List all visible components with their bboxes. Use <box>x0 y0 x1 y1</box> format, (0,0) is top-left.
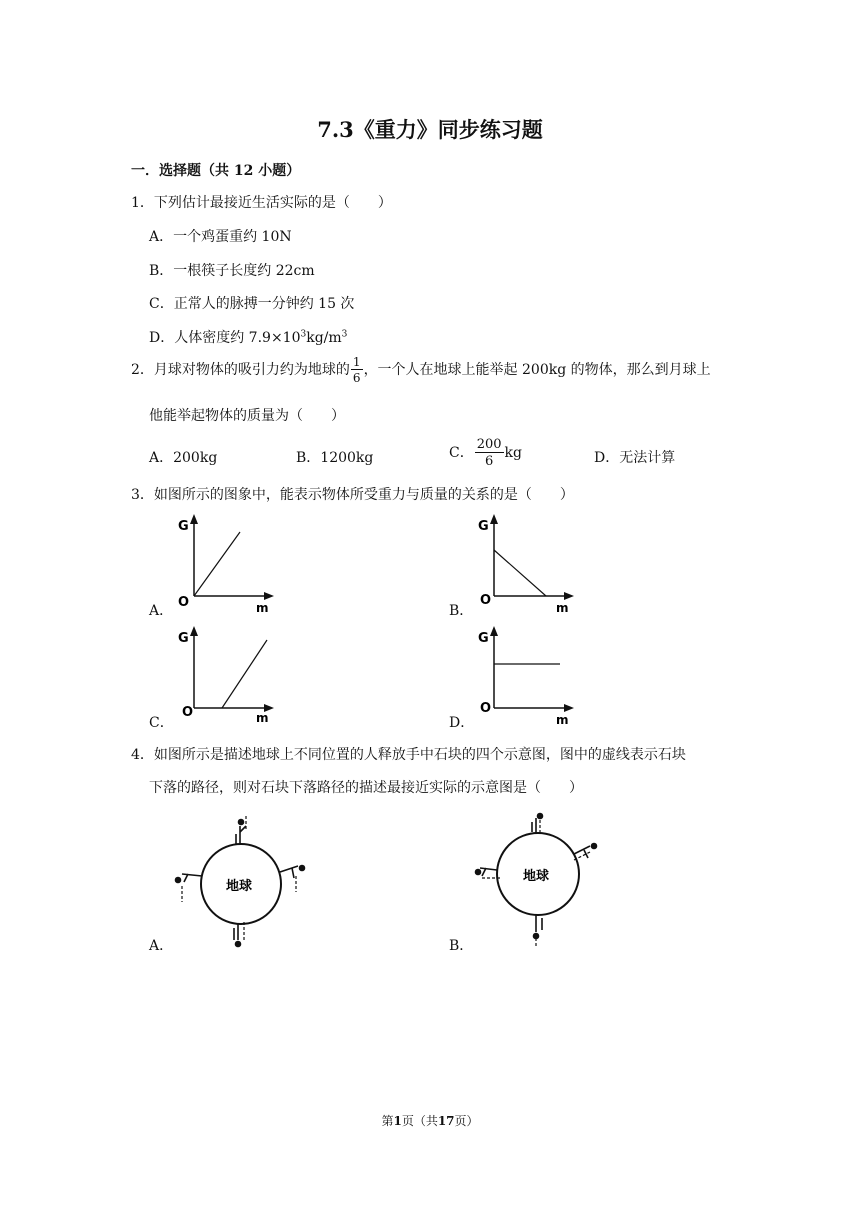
graph-b-origin: O <box>480 593 492 608</box>
section-heading: 一．选择题（共 12 小题） <box>131 163 301 179</box>
graph-d-x-label: m <box>556 713 569 727</box>
question-1-option-c: C．正常人的脉搏一分钟约 15 次 <box>149 296 355 312</box>
question-2-option-d: D．无法计算 <box>594 450 676 466</box>
question-2-stem-line1: 2．月球对物体的吸引力约为地球的 $\frac{1}{6}$ ，一个人在地球上能举起 200kg 的物体，那么到月球上 <box>131 355 711 385</box>
graph-a-y-label: G <box>178 519 189 534</box>
graph-b-x-label: m <box>556 601 569 615</box>
question-2-stem-line2: 他能举起物体的质量为（ ） <box>149 408 345 424</box>
fraction-200-over-6: $\frac{200}{6}$ <box>476 437 502 469</box>
earth-diagram-b <box>470 808 620 950</box>
question-1-option-d: D．人体密度约 $7.9\times 10^3kg/m^3$ <box>149 329 348 346</box>
graph-d-origin: O <box>480 701 492 716</box>
earth-b-label: 地球 <box>523 869 550 884</box>
question-4-stem-line1: 4．如图所示是描述地球上不同位置的人释放手中石块的四个示意图，图中的虚线表示石块 <box>131 747 686 763</box>
question-1-option-a: A．一个鸡蛋重约 10N <box>149 229 292 245</box>
fraction-one-sixth: $\frac{1}{6}$ <box>352 355 361 385</box>
graph-a-x-label: m <box>256 601 269 615</box>
page-footer: 第1页（共17页） <box>381 1114 479 1128</box>
graph-a-proportional-line <box>172 512 282 616</box>
question-4-label-b: B． <box>449 938 474 954</box>
question-3-label-a: A． <box>149 603 174 619</box>
question-2-option-b: B．1200kg <box>296 450 374 466</box>
question-4-stem-line2: 下落的路径，则对石块下落路径的描述最接近实际的示意图是（ ） <box>149 780 583 796</box>
graph-b-y-label: G <box>478 519 489 534</box>
question-1-stem: 1．下列估计最接近生活实际的是（ ） <box>131 195 392 211</box>
graph-c-x-label: m <box>256 711 269 725</box>
graph-b-decreasing-line <box>472 512 582 616</box>
graph-c-y-label: G <box>178 631 189 646</box>
question-3-label-c: C． <box>149 715 174 731</box>
question-3-label-b: B． <box>449 603 474 619</box>
graph-d-y-label: G <box>478 631 489 646</box>
graph-d-constant-line <box>472 624 582 728</box>
page-title: 7.3《重力》同步练习题 <box>317 117 543 142</box>
earth-diagram-a <box>168 812 318 952</box>
question-3-stem: 3．如图所示的图象中，能表示物体所受重力与质量的关系的是（ ） <box>131 487 574 503</box>
question-3-label-d: D． <box>449 715 475 731</box>
question-2-option-c: C． $\frac{200}{6}$ kg <box>449 437 522 469</box>
question-2-option-a: A．200kg <box>149 450 218 466</box>
question-4-label-a: A． <box>149 938 174 954</box>
earth-a-label: 地球 <box>226 879 253 894</box>
graph-c-origin: O <box>182 705 194 720</box>
graph-a-origin: O <box>178 595 190 610</box>
question-1-option-b: B．一根筷子长度约 22cm <box>149 263 315 279</box>
graph-c-offset-line <box>172 624 282 728</box>
